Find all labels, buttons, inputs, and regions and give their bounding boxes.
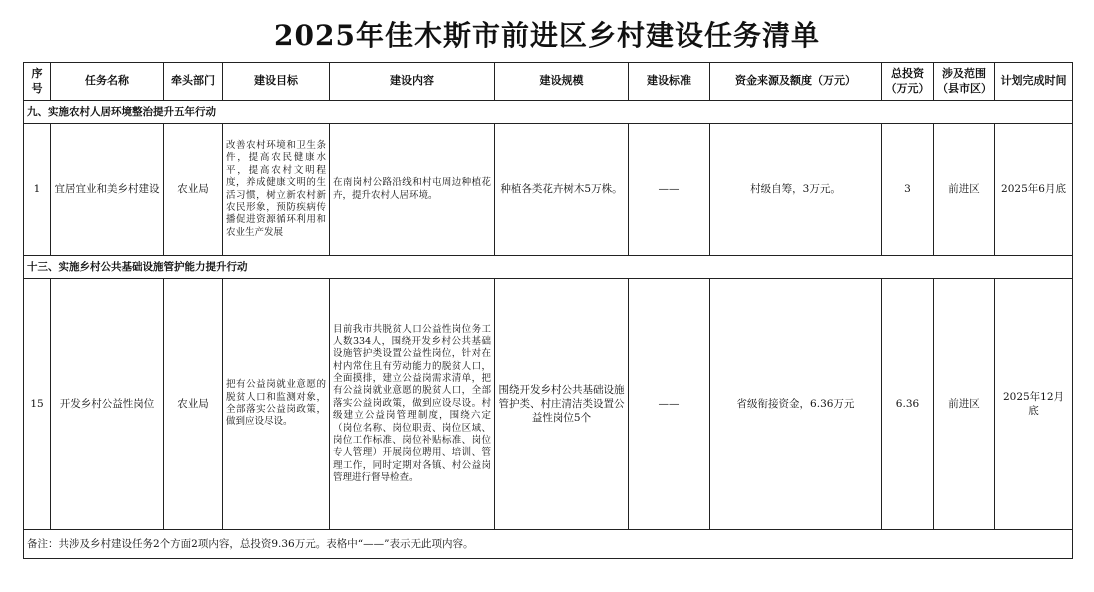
cell-content: 在南岗村公路沿线和村屯周边种植花卉，提升农村人居环境。 bbox=[330, 124, 495, 256]
header-standard: 建设标准 bbox=[629, 63, 710, 101]
cell-deadline: 2025年12月底 bbox=[995, 279, 1073, 530]
cell-lead-dept: 农业局 bbox=[164, 279, 223, 530]
section-row bbox=[24, 256, 1073, 279]
header-goal: 建设目标 bbox=[223, 63, 330, 101]
cell-scope: 前进区 bbox=[934, 124, 995, 256]
table-note: 备注：共涉及乡村建设任务2个方面2项内容，总投资9.36万元。表格中“——”表示无此项内容。 bbox=[24, 530, 1073, 559]
cell-standard: —— bbox=[629, 279, 710, 530]
cell-task-name: 宜居宜业和美乡村建设 bbox=[51, 124, 164, 256]
section-label: 九、实施农村人居环境整治提升五年行动 bbox=[24, 101, 1073, 124]
cell-seq: 1 bbox=[24, 124, 51, 256]
cell-lead-dept: 农业局 bbox=[164, 124, 223, 256]
cell-content: 目前我市共脱贫人口公益性岗位务工人数334人，围绕开发乡村公共基础设施管护类设置公益性岗位，针对在村内常住且有劳动能力的脱贫人口，全面摸排，建立公益岗需求清单，把有公益岗就业意愿的脱贫人口，全部落实公益岗政策，做到应设尽设。村级建立公益岗管理制度，围绕六定（岗位名称、岗位职责、岗位区域、岗位工作标准、岗位补贴标准、岗位专人管理）开展岗位聘用、培训、管理工作，同时定期对各镇、村公益岗管理进行督导检查。 bbox=[330, 279, 495, 530]
header-content: 建设内容 bbox=[330, 63, 495, 101]
page-title: 2025年佳木斯市前进区乡村建设任务清单 bbox=[274, 19, 820, 52]
cell-funding: 村级自筹，3万元。 bbox=[710, 124, 882, 256]
cell-goal: 改善农村环境和卫生条件，提高农民健康水平，提高农村文明程度，养成健康文明的生活习惯，树立新农村新农民形象，预防疾病传播促进资源循环利用和农业生产发展 bbox=[223, 124, 330, 256]
header-lead-dept: 牵头部门 bbox=[164, 63, 223, 101]
cell-task-name: 开发乡村公益性岗位 bbox=[51, 279, 164, 530]
cell-seq: 15 bbox=[24, 279, 51, 530]
cell-scope: 前进区 bbox=[934, 279, 995, 530]
cell-goal: 把有公益岗就业意愿的脱贫人口和监测对象，全部落实公益岗政策，做到应设尽设。 bbox=[223, 279, 330, 530]
table-row bbox=[24, 279, 1073, 530]
section-label: 十三、实施乡村公共基础设施管护能力提升行动 bbox=[24, 256, 1073, 279]
header-scope: 涉及范围（县市区） bbox=[934, 63, 995, 101]
header-task-name: 任务名称 bbox=[51, 63, 164, 101]
header-row bbox=[24, 63, 1073, 101]
cell-scale: 种植各类花卉树木5万株。 bbox=[495, 124, 629, 256]
cell-deadline: 2025年6月底 bbox=[995, 124, 1073, 256]
header-deadline: 计划完成时间 bbox=[995, 63, 1073, 101]
cell-funding: 省级衔接资金，6.36万元 bbox=[710, 279, 882, 530]
cell-investment: 6.36 bbox=[882, 279, 934, 530]
cell-investment: 3 bbox=[882, 124, 934, 256]
task-table bbox=[23, 62, 1073, 559]
header-seq: 序号 bbox=[24, 63, 51, 101]
cell-standard: —— bbox=[629, 124, 710, 256]
note-row bbox=[24, 530, 1073, 559]
header-investment: 总投资（万元） bbox=[882, 63, 934, 101]
header-scale: 建设规模 bbox=[495, 63, 629, 101]
header-funding: 资金来源及额度（万元） bbox=[710, 63, 882, 101]
cell-scale: 围绕开发乡村公共基础设施管护类、村庄清洁类设置公益性岗位5个 bbox=[495, 279, 629, 530]
table-row bbox=[24, 124, 1073, 256]
section-row bbox=[24, 101, 1073, 124]
